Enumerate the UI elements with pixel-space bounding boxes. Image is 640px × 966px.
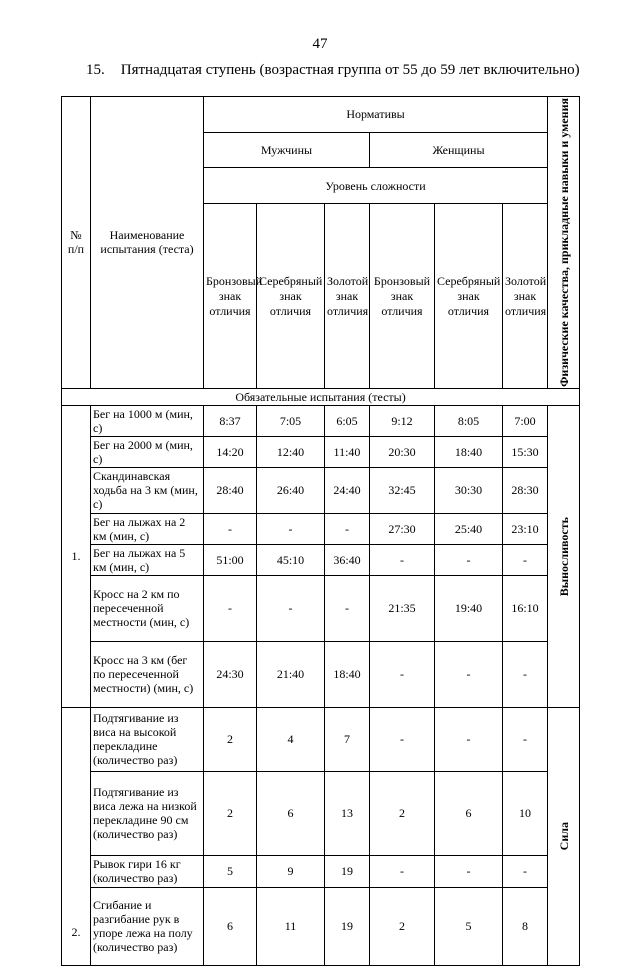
- header-test-name: Наименование испытания (теста): [91, 97, 204, 389]
- norm-value: 5: [204, 855, 257, 887]
- norm-value: 15:30: [503, 436, 548, 467]
- norm-value: -: [370, 707, 435, 771]
- header-men: Мужчины: [204, 132, 370, 168]
- norm-value: 18:40: [325, 641, 370, 707]
- norm-value: 12:40: [257, 436, 325, 467]
- norm-value: 13: [325, 771, 370, 855]
- norm-value: 10: [503, 771, 548, 855]
- norm-value: 19: [325, 855, 370, 887]
- section-title: Обязательные испытания (тесты): [62, 388, 580, 405]
- header-women-bronze: Бронзовый знак отличия: [370, 204, 435, 389]
- test-name: Сгибание и разгибание рук в упоре лежа на полу (количество раз): [91, 887, 204, 965]
- norm-value: -: [435, 641, 503, 707]
- group-number: 1.: [62, 405, 91, 707]
- norm-value: 16:10: [503, 575, 548, 641]
- table-row: [62, 405, 580, 436]
- norm-value: -: [503, 855, 548, 887]
- norm-value: 7: [325, 707, 370, 771]
- header-women-gold: Золотой знак отличия: [503, 204, 548, 389]
- norm-value: 9: [257, 855, 325, 887]
- norm-value: -: [435, 544, 503, 575]
- group-quality: [548, 707, 580, 965]
- norm-value: 19:40: [435, 575, 503, 641]
- norm-value: 2: [370, 771, 435, 855]
- norm-value: 14:20: [204, 436, 257, 467]
- group-quality-label: Сила: [556, 822, 571, 851]
- norm-value: -: [503, 641, 548, 707]
- test-name: Подтягивание из виса лежа на низкой перекладине 90 см (количество раз): [91, 771, 204, 855]
- header-men-gold: Золотой знак отличия: [325, 204, 370, 389]
- table-row: [62, 436, 580, 467]
- norm-value: 9:12: [370, 405, 435, 436]
- norm-value: 30:30: [435, 467, 503, 513]
- norm-value: 6: [204, 887, 257, 965]
- norm-value: 27:30: [370, 513, 435, 544]
- norms-table: [61, 96, 580, 966]
- table-row: [62, 771, 580, 855]
- norm-value: 18:40: [435, 436, 503, 467]
- test-name: Рывок гири 16 кг (количество раз): [91, 855, 204, 887]
- norm-value: -: [257, 513, 325, 544]
- norm-value: 24:40: [325, 467, 370, 513]
- norm-value: 6:05: [325, 405, 370, 436]
- norm-value: 5: [435, 887, 503, 965]
- header-qualities-label: Физические качества, прикладные навыки и умения: [556, 98, 571, 387]
- norm-value: 20:30: [370, 436, 435, 467]
- norm-value: 28:30: [503, 467, 548, 513]
- header-qualities: [548, 97, 580, 389]
- header-men-bronze: Бронзовый знак отличия: [204, 204, 257, 389]
- norm-value: -: [370, 544, 435, 575]
- group-number: 2.: [62, 707, 91, 965]
- norm-value: -: [435, 855, 503, 887]
- norm-value: 8: [503, 887, 548, 965]
- test-name: Бег на 2000 м (мин, с): [91, 436, 204, 467]
- norm-value: 24:30: [204, 641, 257, 707]
- norm-value: -: [370, 855, 435, 887]
- norm-value: 8:37: [204, 405, 257, 436]
- norm-value: -: [503, 544, 548, 575]
- test-name: Кросс на 2 км по пересеченной местности (мин, с): [91, 575, 204, 641]
- norm-value: 36:40: [325, 544, 370, 575]
- header-num: № п/п: [62, 97, 91, 389]
- norm-value: 21:40: [257, 641, 325, 707]
- norm-value: 7:05: [257, 405, 325, 436]
- norm-value: -: [204, 513, 257, 544]
- norm-value: 23:10: [503, 513, 548, 544]
- norm-value: -: [435, 707, 503, 771]
- norm-value: 19: [325, 887, 370, 965]
- heading-title: Пятнадцатая ступень (возрастная группа от 55 до 59 лет включительно): [120, 62, 580, 78]
- norm-value: 51:00: [204, 544, 257, 575]
- header-men-silver: Серебряный знак отличия: [257, 204, 325, 389]
- norm-value: -: [257, 575, 325, 641]
- test-name: Бег на 1000 м (мин, с): [91, 405, 204, 436]
- test-name: Подтягивание из виса на высокой перекладине (количество раз): [91, 707, 204, 771]
- norm-value: 2: [204, 771, 257, 855]
- norm-value: 11: [257, 887, 325, 965]
- norm-value: 26:40: [257, 467, 325, 513]
- norm-value: 45:10: [257, 544, 325, 575]
- norm-value: 11:40: [325, 436, 370, 467]
- norm-value: -: [325, 513, 370, 544]
- table-row: [62, 513, 580, 544]
- norm-value: 4: [257, 707, 325, 771]
- norm-value: -: [370, 641, 435, 707]
- table-row: [62, 855, 580, 887]
- norm-value: -: [325, 575, 370, 641]
- section-heading: [86, 62, 580, 79]
- test-rows: [62, 405, 580, 965]
- group-quality-label: Выносливость: [556, 516, 571, 596]
- norm-value: 2: [370, 887, 435, 965]
- norm-value: 28:40: [204, 467, 257, 513]
- header-women: Женщины: [370, 132, 548, 168]
- norm-value: -: [503, 707, 548, 771]
- table-row: [62, 544, 580, 575]
- table-row: [62, 641, 580, 707]
- table-row: [62, 575, 580, 641]
- norm-value: 21:35: [370, 575, 435, 641]
- table-row: [62, 467, 580, 513]
- table-row: [62, 707, 580, 771]
- norm-value: 8:05: [435, 405, 503, 436]
- table-row: [62, 887, 580, 965]
- norm-value: 7:00: [503, 405, 548, 436]
- test-name: Бег на лыжах на 5 км (мин, с): [91, 544, 204, 575]
- norm-value: 6: [435, 771, 503, 855]
- norm-value: 32:45: [370, 467, 435, 513]
- group-quality: [548, 405, 580, 707]
- norm-value: -: [204, 575, 257, 641]
- norm-value: 6: [257, 771, 325, 855]
- page-number: 47: [312, 36, 328, 52]
- test-name: Бег на лыжах на 2 км (мин, с): [91, 513, 204, 544]
- header-norms: Нормативы: [204, 97, 548, 133]
- norm-value: 25:40: [435, 513, 503, 544]
- test-name: Скандинавская ходьба на 3 км (мин, с): [91, 467, 204, 513]
- heading-number: 15.: [86, 62, 105, 78]
- norm-value: 2: [204, 707, 257, 771]
- header-women-silver: Серебряный знак отличия: [435, 204, 503, 389]
- test-name: Кросс на 3 км (бег по пересеченной местности) (мин, с): [91, 641, 204, 707]
- header-level: Уровень сложности: [204, 168, 548, 204]
